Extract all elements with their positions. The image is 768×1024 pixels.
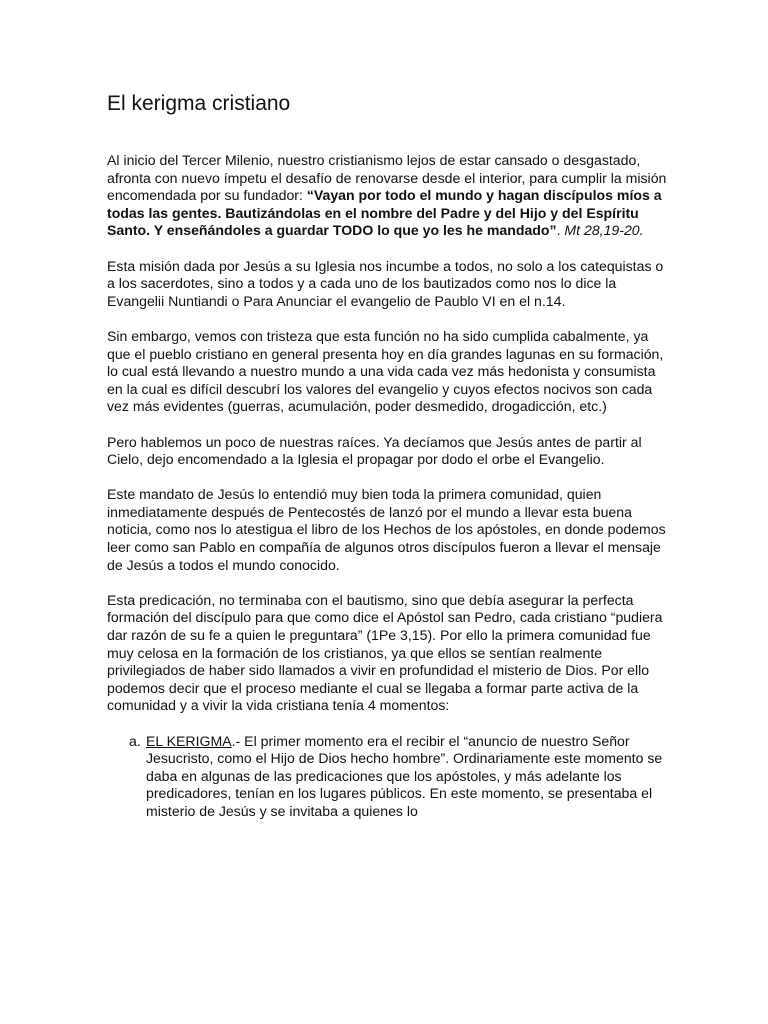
paragraph-5: Este mandato de Jesús lo entendió muy bien toda la primera comunidad, quien inmediatamente después de Pentecostés de lanzó por el mundo a llevar esta buena noticia, como nos lo atestigua el libro de los Hechos de los apóstoles, en donde podemos leer como san Pablo en compañía de algunos otros discípulos fueron a llevar el mensaje de Jesús a todos el mundo conocido. xyxy=(107,486,666,573)
paragraph-4: Pero hablemos un poco de nuestras raíces. Ya decíamos que Jesús antes de partir al Cielo, dejo encomendado a la Iglesia el propagar por dodo el orbe el Evangelio. xyxy=(107,433,642,468)
paragraph-1-reference: Mt 28,19-20. xyxy=(564,222,644,239)
document-title: El kerigma cristiano xyxy=(107,92,291,115)
moments-list xyxy=(107,733,667,821)
paragraph-1-intro: Al inicio del Tercer Milenio, nuestro cristianismo lejos de estar cansado o desgastado, afronta con nuevo ímpetu el desafío de renovarse desde el interior, para cumplir la misión encomendada por su fundador: xyxy=(107,152,667,204)
list-item-description: .- El primer momento era el recibir el “anuncio de nuestro Señor Jesucristo, como el Hijo de Dios hecho hombre”. Ordinariamente este momento se daba en algunas de las predicaciones que los apóstoles, y más adelante los predicadores, tenían en los lugares públicos. En este momento, se presentaba el misterio de Jesús y se invitaba a quienes lo xyxy=(146,732,663,819)
paragraph-2: Esta misión dada por Jesús a su Iglesia nos incumbe a todos, no solo a los catequistas o a los sacerdotes, sino a todos y a cada uno de los bautizados como nos lo dice la Evangelii Nuntiandi o Para Anunciar el evangelio de Paublo VI en el n.14. xyxy=(107,257,664,309)
document-body xyxy=(107,152,667,821)
paragraph-6: Esta predicación, no terminaba con el bautismo, sino que debía asegurar la perfecta formación del discípulo para que como dice el Apóstol san Pedro, cada cristiano “pudiera dar razón de su fe a quien le preguntara” (1Pe 3,15). Por ello la primera comunidad fue muy celosa en la formación de los cristianos, ya que ellos se sentían realmente privilegiados de haber sido llamados a vivir en profundidad el misterio de Dios. Por ello podemos decir que el proceso mediante el cual se llegaba a formar parte activa de la comunidad y a vivir la vida cristiana tenía 4 momentos: xyxy=(107,591,663,714)
list-item-text xyxy=(146,733,662,819)
list-item-marker: a. xyxy=(129,732,141,749)
paragraph-3: Sin embargo, vemos con tristeza que esta función no ha sido cumplida cabalmente, ya que el pueblo cristiano en general presenta hoy en día grandes lagunas en su formación, lo cual está llevando a nuestro mundo a una vida cada vez más hedonista y consumista en la cual es difícil descubrí los valores del evangelio y cuyos efectos nocivos son cada vez más evidentes (guerras, acumulación, poder desmedido, drogadicción, etc.) xyxy=(107,327,664,415)
list-item xyxy=(107,733,667,821)
list-item-term: EL KERIGMA xyxy=(146,732,232,749)
paragraph-1-quote: “Vayan por todo el mundo y hagan discípulos míos a todas las gentes. Bautizándolas en el nombre del Padre y del Hijo y del Espíritu Santo. Y enseñándoles a guardar TODO lo que yo les he mandado” xyxy=(107,187,662,239)
paragraph-1-ref-separator: . xyxy=(556,222,565,239)
paragraph-1 xyxy=(107,152,667,240)
